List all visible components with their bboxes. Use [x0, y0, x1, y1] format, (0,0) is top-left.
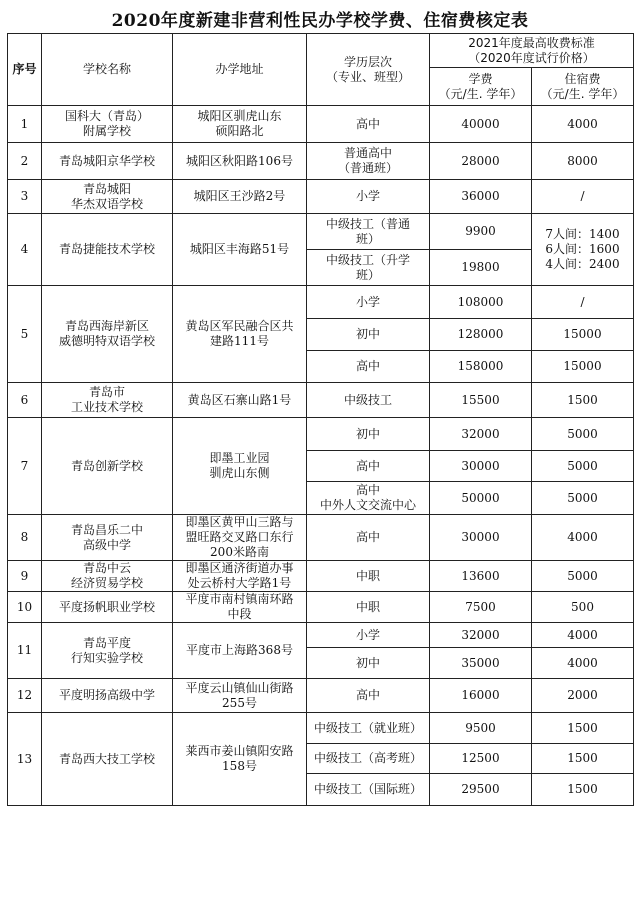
- dorm-fee: /: [532, 286, 634, 319]
- row-index: 11: [8, 623, 42, 679]
- dorm-fee: 5000: [532, 482, 634, 515]
- school-address: 平度市南村镇南环路 中段: [173, 592, 307, 623]
- table-row: [8, 418, 634, 451]
- education-level: 中级技工（普通 班）: [307, 214, 430, 250]
- education-level: 中级技工（高考班）: [307, 744, 430, 774]
- page-title: 2020年度新建非营利性民办学校学费、住宿费核定表: [111, 11, 529, 31]
- tuition-fee: 12500: [430, 744, 532, 774]
- row-index: 4: [8, 214, 42, 286]
- table-row: [8, 143, 634, 180]
- tuition-fee: 28000: [430, 143, 532, 180]
- row-index: 6: [8, 383, 42, 418]
- school-address: 莱西市姜山镇阳安路 158号: [173, 713, 307, 806]
- education-level: 普通高中 （普通班）: [307, 143, 430, 180]
- education-level: 小学: [307, 623, 430, 648]
- row-index: 12: [8, 679, 42, 713]
- dorm-fee: 1500: [532, 713, 634, 744]
- education-level: 中职: [307, 561, 430, 592]
- header-dorm: 住宿费 （元/生. 学年）: [532, 68, 634, 106]
- school-address: 即墨工业园 驯虎山东侧: [173, 418, 307, 515]
- school-name: 青岛平度 行知实验学校: [42, 623, 173, 679]
- tuition-fee: 36000: [430, 180, 532, 214]
- tuition-fee: 30000: [430, 451, 532, 482]
- school-address: 平度云山镇仙山街路 255号: [173, 679, 307, 713]
- school-address: 城阳区秋阳路106号: [173, 143, 307, 180]
- dorm-fee: 8000: [532, 143, 634, 180]
- education-level: 中职: [307, 592, 430, 623]
- fee-table: [7, 33, 634, 806]
- header-address: 办学地址: [173, 34, 307, 106]
- header-fee-standard: 2021年度最高收费标准 （2020年度试行价格）: [430, 34, 634, 68]
- dorm-fee: 1500: [532, 383, 634, 418]
- tuition-fee: 19800: [430, 250, 532, 286]
- dorm-fee: 4000: [532, 623, 634, 648]
- row-index: 7: [8, 418, 42, 515]
- table-row: [8, 515, 634, 561]
- tuition-fee: 32000: [430, 623, 532, 648]
- dorm-fee: 5000: [532, 561, 634, 592]
- school-name: 青岛市 工业技术学校: [42, 383, 173, 418]
- tuition-fee: 35000: [430, 648, 532, 679]
- school-name: 平度扬帆职业学校: [42, 592, 173, 623]
- tuition-fee: 50000: [430, 482, 532, 515]
- education-level: 高中: [307, 351, 430, 383]
- tuition-fee: 9500: [430, 713, 532, 744]
- table-row: [8, 214, 634, 250]
- table-row: [8, 592, 634, 623]
- table-row: [8, 286, 634, 319]
- tuition-fee: 29500: [430, 774, 532, 806]
- tuition-fee: 128000: [430, 319, 532, 351]
- row-index: 10: [8, 592, 42, 623]
- education-level: 初中: [307, 648, 430, 679]
- education-level: 高中 中外人文交流中心: [307, 482, 430, 515]
- row-index: 2: [8, 143, 42, 180]
- education-level: 中级技工: [307, 383, 430, 418]
- education-level: 高中: [307, 679, 430, 713]
- school-address: 城阳区驯虎山东 硕阳路北: [173, 106, 307, 143]
- dorm-fee: 7人间：1400 6人间：1600 4人间：2400: [532, 214, 634, 286]
- school-address: 平度市上海路368号: [173, 623, 307, 679]
- school-name: 青岛中云 经济贸易学校: [42, 561, 173, 592]
- table-row: [8, 106, 634, 143]
- header-level: 学历层次 （专业、班型）: [307, 34, 430, 106]
- education-level: 中级技工（升学 班）: [307, 250, 430, 286]
- tuition-fee: 16000: [430, 679, 532, 713]
- school-address: 即墨区通济街道办事 处云桥村大学路1号: [173, 561, 307, 592]
- table-row: [8, 713, 634, 744]
- education-level: 小学: [307, 180, 430, 214]
- school-name: 青岛城阳 华杰双语学校: [42, 180, 173, 214]
- table-row: [8, 180, 634, 214]
- header-school-name: 学校名称: [42, 34, 173, 106]
- dorm-fee: 5000: [532, 451, 634, 482]
- dorm-fee: 4000: [532, 106, 634, 143]
- education-level: 中级技工（就业班）: [307, 713, 430, 744]
- dorm-fee: 1500: [532, 744, 634, 774]
- table-row: [8, 561, 634, 592]
- education-level: 中级技工（国际班）: [307, 774, 430, 806]
- header-tuition: 学费 （元/生. 学年）: [430, 68, 532, 106]
- tuition-fee: 158000: [430, 351, 532, 383]
- tuition-fee: 30000: [430, 515, 532, 561]
- header-index: 序号: [8, 34, 42, 106]
- school-address: 黄岛区军民融合区共 建路111号: [173, 286, 307, 383]
- school-address: 即墨区黄甲山三路与 盟旺路交叉路口东行 200米路南: [173, 515, 307, 561]
- school-name: 青岛城阳京华学校: [42, 143, 173, 180]
- row-index: 9: [8, 561, 42, 592]
- education-level: 高中: [307, 515, 430, 561]
- school-name: 青岛创新学校: [42, 418, 173, 515]
- table-row: [8, 679, 634, 713]
- tuition-fee: 32000: [430, 418, 532, 451]
- table-row: [8, 383, 634, 418]
- school-name: 平度明扬高级中学: [42, 679, 173, 713]
- tuition-fee: 40000: [430, 106, 532, 143]
- row-index: 8: [8, 515, 42, 561]
- school-address: 城阳区丰海路51号: [173, 214, 307, 286]
- school-address: 黄岛区石寨山路1号: [173, 383, 307, 418]
- education-level: 高中: [307, 106, 430, 143]
- tuition-fee: 108000: [430, 286, 532, 319]
- dorm-fee: 15000: [532, 319, 634, 351]
- dorm-fee: /: [532, 180, 634, 214]
- education-level: 初中: [307, 418, 430, 451]
- row-index: 5: [8, 286, 42, 383]
- dorm-fee: 1500: [532, 774, 634, 806]
- education-level: 小学: [307, 286, 430, 319]
- school-name: 国科大（青岛） 附属学校: [42, 106, 173, 143]
- row-index: 13: [8, 713, 42, 806]
- tuition-fee: 7500: [430, 592, 532, 623]
- school-name: 青岛昌乐二中 高级中学: [42, 515, 173, 561]
- table-row: [8, 623, 634, 648]
- dorm-fee: 15000: [532, 351, 634, 383]
- education-level: 初中: [307, 319, 430, 351]
- row-index: 1: [8, 106, 42, 143]
- dorm-fee: 4000: [532, 648, 634, 679]
- tuition-fee: 15500: [430, 383, 532, 418]
- dorm-fee: 500: [532, 592, 634, 623]
- school-name: 青岛西大技工学校: [42, 713, 173, 806]
- dorm-fee: 2000: [532, 679, 634, 713]
- dorm-fee: 4000: [532, 515, 634, 561]
- education-level: 高中: [307, 451, 430, 482]
- school-address: 城阳区王沙路2号: [173, 180, 307, 214]
- dorm-fee: 5000: [532, 418, 634, 451]
- tuition-fee: 9900: [430, 214, 532, 250]
- row-index: 3: [8, 180, 42, 214]
- tuition-fee: 13600: [430, 561, 532, 592]
- table-body: [8, 106, 634, 806]
- school-name: 青岛西海岸新区 威德明特双语学校: [42, 286, 173, 383]
- school-name: 青岛捷能技术学校: [42, 214, 173, 286]
